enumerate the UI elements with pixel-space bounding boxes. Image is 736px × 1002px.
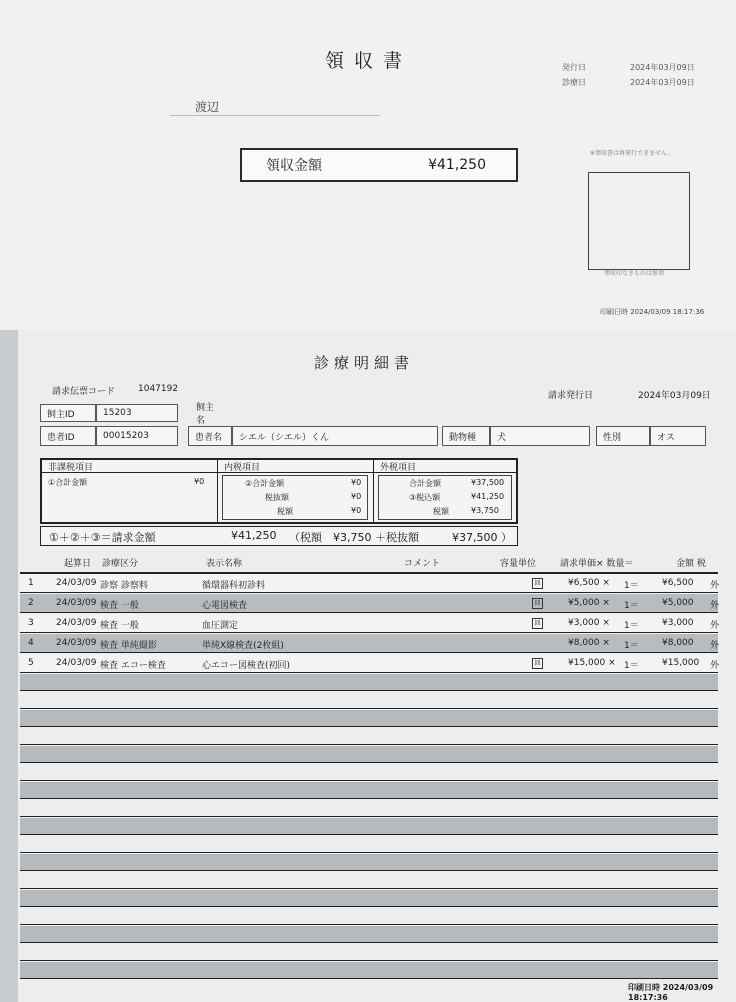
row-tax: 外: [710, 661, 720, 671]
table-row: [20, 634, 718, 653]
tax-summary: [40, 458, 518, 524]
col-category: 診療区分: [102, 559, 139, 569]
row-date: 24/03/09: [56, 638, 97, 648]
col-date: 起算日: [64, 559, 92, 569]
empty-row: [20, 818, 718, 835]
nontax-column: [42, 460, 218, 522]
invoice-formula: [40, 526, 518, 546]
receipt-title: 領収書: [325, 50, 413, 72]
inner-total-label: ②合計金額: [245, 479, 285, 488]
formula-label: ①＋②＋③＝請求金額: [49, 531, 156, 544]
invoice-code: 1047192: [138, 384, 179, 394]
row-category: 検査 単純撮影: [100, 641, 157, 651]
patient-name-label: 患者名: [188, 426, 232, 446]
row-unit: 回: [532, 658, 543, 669]
statement-sheet: [18, 330, 736, 1002]
recipient-name: 渡辺: [195, 100, 220, 114]
row-date: 24/03/09: [56, 578, 97, 588]
empty-row: [20, 872, 718, 889]
row-amount: ¥8,000: [662, 638, 694, 648]
statement-print-timestamp: 印刷日時 2024/03/09 18:17:36: [628, 983, 714, 1002]
empty-row: [20, 764, 718, 781]
receipt-print-timestamp: 印刷日時 2024/03/09 18:17:36: [600, 308, 705, 316]
row-amount: ¥15,000: [662, 658, 700, 668]
empty-row: [20, 836, 718, 853]
row-category: 検査 一般: [100, 621, 139, 631]
row-tax: 外: [710, 621, 720, 631]
empty-row: [20, 800, 718, 817]
col-unit: 容量単位: [500, 559, 537, 569]
inner-tax-box: [222, 475, 368, 520]
row-amount: ¥5,000: [662, 598, 694, 608]
table-row: [20, 614, 718, 633]
empty-row: [20, 908, 718, 925]
visit-date: 2024年03月09日: [630, 78, 695, 87]
statement-title: 診療明細書: [314, 354, 415, 372]
row-tax: 外: [710, 581, 720, 591]
inner-tax-header: 内税項目: [218, 460, 373, 473]
amount-label: 領収金額: [266, 158, 322, 174]
row-amount: ¥6,500: [662, 578, 694, 588]
col-price-qty: 請求単価× 数量＝: [560, 559, 634, 569]
row-number: 5: [28, 658, 34, 668]
receipt-amount-box: [240, 148, 518, 182]
owner-name-label: 飼主名: [196, 403, 215, 426]
row-qty: 1＝: [624, 641, 639, 651]
empty-row: [20, 746, 718, 763]
row-category: 検査 一般: [100, 601, 139, 611]
row-unit: 回: [532, 618, 543, 629]
row-date: 24/03/09: [56, 598, 97, 608]
col-name: 表示名称: [206, 559, 243, 569]
col-comment: コメント: [404, 559, 441, 569]
formula-amount: ¥41,250: [231, 529, 277, 542]
sex-label: 性別: [596, 426, 650, 446]
empty-row: [20, 854, 718, 871]
stamp-subtext: 領収印なきものは無効: [604, 270, 665, 277]
inner-total: ¥0: [351, 478, 362, 487]
empty-row: [20, 926, 718, 943]
row-number: 1: [28, 578, 34, 588]
table-row: [20, 574, 718, 593]
row-price: ¥6,500 ×: [568, 578, 610, 588]
row-name: 心エコー図検査(初回): [202, 661, 291, 671]
col-amount-tax: 金額 税: [676, 559, 706, 569]
outer-total: ¥37,500: [471, 478, 505, 487]
visit-date-label: 診療日: [562, 78, 586, 87]
row-number: 3: [28, 618, 34, 628]
table-header: [20, 552, 718, 572]
patient-id-label: 患者ID: [40, 426, 96, 446]
patient-name: シエル（シエル）くん: [232, 426, 438, 446]
inner-pretax: ¥0: [351, 492, 362, 501]
invoice-date: 2024年03月09日: [638, 391, 711, 401]
nontax-header: 非課税項目: [42, 460, 217, 473]
row-qty: 1＝: [624, 601, 639, 611]
invoice-date-label: 請求発行日: [548, 391, 594, 401]
stamp-note: ※領収書は再発行できません。: [590, 150, 674, 157]
species-label: 動物種: [442, 426, 490, 446]
owner-id: 15203: [96, 404, 178, 422]
row-qty: 1＝: [624, 621, 639, 631]
row-price: ¥8,000 ×: [568, 638, 610, 648]
sex: オス: [650, 426, 706, 446]
patient-id: 00015203: [96, 426, 178, 446]
details-table: [20, 552, 718, 992]
table-row: [20, 594, 718, 613]
row-price: ¥15,000 ×: [568, 658, 616, 668]
nontax-total-label: ①合計金額: [48, 478, 88, 487]
issue-date-label: 発行日: [562, 63, 586, 72]
outer-tax-column: [374, 460, 516, 522]
row-name: 循環器科初診料: [202, 581, 266, 591]
recipient-underline: [170, 115, 380, 116]
empty-row: [20, 962, 718, 979]
row-qty: 1＝: [624, 581, 639, 591]
row-number: 2: [28, 598, 34, 608]
empty-row: [20, 692, 718, 709]
row-date: 24/03/09: [56, 658, 97, 668]
inner-tax-label: 税額: [277, 507, 293, 516]
row-tax: 外: [710, 601, 720, 611]
outer-tax-header: 外税項目: [374, 460, 516, 473]
formula-breakdown: （税額 ¥3,750 ＋税抜額 ¥37,500 ）: [289, 531, 512, 544]
species: 犬: [490, 426, 590, 446]
row-qty: 1＝: [624, 661, 639, 671]
empty-row: [20, 944, 718, 961]
inner-pretax-label: 税抜額: [265, 493, 289, 502]
outer-tax-box: [378, 475, 512, 520]
stamp-box: [588, 172, 690, 270]
row-amount: ¥3,000: [662, 618, 694, 628]
row-category: 診察 診察料: [100, 581, 148, 591]
row-name: 単純X線検査(2枚組): [202, 641, 284, 651]
row-name: 心電図検査: [202, 601, 248, 611]
receipt-sheet: [0, 0, 736, 330]
row-tax: 外: [710, 641, 720, 651]
nontax-total: ¥0: [194, 477, 205, 486]
row-unit: 回: [532, 598, 543, 609]
row-date: 24/03/09: [56, 618, 97, 628]
empty-row: [20, 674, 718, 691]
row-unit: 回: [532, 578, 543, 589]
owner-id-label: 飼主ID: [40, 404, 96, 422]
empty-row: [20, 710, 718, 727]
outer-total-label: 合計金額: [409, 479, 441, 488]
row-price: ¥5,000 ×: [568, 598, 610, 608]
row-number: 4: [28, 638, 34, 648]
inner-tax: ¥0: [351, 506, 362, 515]
row-price: ¥3,000 ×: [568, 618, 610, 628]
table-row: [20, 654, 718, 673]
empty-row: [20, 728, 718, 745]
outer-taxincl: ¥41,250: [471, 492, 505, 501]
row-name: 血圧測定: [202, 621, 239, 631]
amount-value: ¥41,250: [428, 157, 486, 173]
invoice-code-label: 請求伝票コード: [52, 387, 116, 397]
outer-taxincl-label: ③税込額: [409, 493, 441, 502]
empty-row: [20, 890, 718, 907]
empty-row: [20, 782, 718, 799]
issue-date: 2024年03月09日: [630, 63, 695, 72]
inner-tax-column: [218, 460, 374, 522]
outer-tax-label: 税額: [433, 507, 449, 516]
outer-tax: ¥3,750: [471, 506, 499, 515]
row-category: 検査 エコー検査: [100, 661, 166, 671]
